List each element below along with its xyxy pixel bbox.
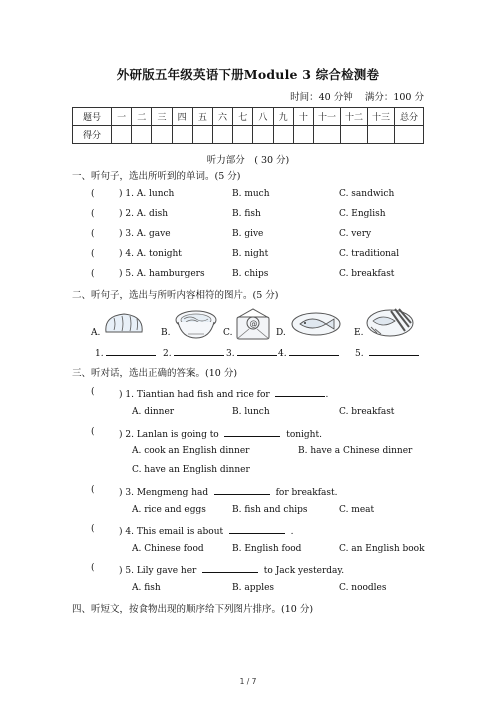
answer-blank[interactable] [106, 346, 156, 356]
answer-paren[interactable]: ( [91, 249, 95, 259]
score-input-cell[interactable] [212, 126, 232, 144]
s2-answer-number: 3. [226, 349, 235, 359]
score-cell: 九 [273, 108, 293, 126]
score-cell: 题号 [73, 108, 112, 126]
score-input-cell[interactable] [233, 126, 253, 144]
s1-option-c: C. sandwich [339, 189, 395, 199]
s1-option-b: B. much [232, 189, 270, 199]
page-title: 外研版五年级英语下册Module 3 综合检测卷 [116, 67, 380, 82]
score-input-cell[interactable] [368, 126, 395, 144]
section-3-title: 三、听对话，选出正确的答案。(10 分) [72, 368, 238, 379]
time-score-line [290, 89, 424, 103]
s3-option-a: A. dinner [132, 407, 175, 417]
score-cell: 十三 [368, 108, 395, 126]
noodle-bowl-picture [174, 304, 218, 342]
score-cell: 七 [233, 108, 253, 126]
score-cell: 十 [293, 108, 313, 126]
picture-label-b: B. [161, 328, 171, 338]
score-cell: 十二 [341, 108, 368, 126]
score-input-cell[interactable] [152, 126, 172, 144]
score-cell: 一 [112, 108, 132, 126]
s1-option-b: B. night [232, 249, 269, 259]
question-stem: ) 2. Lanlan is going to [119, 430, 219, 440]
s1-item-question: ) 2. A. dish [119, 209, 169, 219]
section-2-title: 二、听句子，选出与所听内容相符的图片。(5 分) [72, 290, 279, 301]
score-cell: 三 [152, 108, 172, 126]
s3-option-b: B. fish and chips [232, 505, 308, 515]
s2-answer-number: 2. [163, 349, 172, 359]
answer-blank[interactable] [224, 427, 280, 437]
question-stem: ) 5. Lily gave her [119, 566, 197, 576]
s3-option-b: B. have a Chinese dinner [298, 446, 413, 456]
score-input-cell[interactable] [112, 126, 132, 144]
fish-and-chips-picture [365, 303, 415, 339]
answer-paren[interactable]: ( [91, 189, 95, 199]
s3-option-a: A. Chinese food [132, 544, 204, 554]
score-input-cell[interactable] [293, 126, 313, 144]
s2-answer-number: 5. [355, 349, 364, 359]
picture-label-a: A. [91, 328, 101, 338]
s3-option-c: C. breakfast [339, 407, 395, 417]
section-1-title: 一、听句子，选出所听到的单词。(5 分) [72, 171, 241, 182]
s3-question-text [119, 563, 344, 576]
svg-text:@: @ [249, 319, 258, 328]
s1-option-c: C. breakfast [339, 269, 395, 279]
answer-blank[interactable] [214, 485, 270, 495]
s1-option-c: C. very [339, 229, 372, 239]
question-tail: tonight. [286, 430, 322, 440]
s3-option-b: B. English food [232, 544, 302, 554]
question-tail: . [325, 390, 329, 400]
score-input-cell[interactable] [314, 126, 341, 144]
answer-blank[interactable] [369, 346, 419, 356]
score-input-cell[interactable] [132, 126, 152, 144]
answer-blank[interactable] [202, 563, 258, 573]
s2-answer-4[interactable] [278, 346, 339, 359]
s1-option-b: B. chips [232, 269, 269, 279]
fish-dish-picture [290, 308, 342, 338]
s3-option-c: C. meat [339, 505, 375, 515]
picture-label-d: D. [276, 328, 286, 338]
s1-item-question: ) 3. A. gave [119, 229, 171, 239]
picture-label-c: C. [223, 328, 233, 338]
s3-question-text [119, 485, 338, 498]
score-cell: 六 [212, 108, 232, 126]
s2-answer-3[interactable] [226, 346, 277, 359]
s1-item-question: ) 1. A. lunch [119, 189, 175, 199]
score-table [72, 107, 424, 144]
answer-blank[interactable] [289, 346, 339, 356]
score-input-cell[interactable] [192, 126, 212, 144]
score-table-score-row [73, 126, 424, 144]
full-score-label: 满分：100 分 [364, 92, 424, 103]
score-cell: 四 [172, 108, 192, 126]
s2-answer-number: 1. [95, 349, 104, 359]
email-picture [235, 307, 271, 341]
score-cell: 总分 [395, 108, 424, 126]
s3-option-b: B. apples [232, 583, 275, 593]
s3-option-c: C. have an English dinner [132, 465, 250, 475]
s1-item-question: ) 5. A. hamburgers [119, 269, 205, 279]
score-cell: 五 [192, 108, 212, 126]
answer-blank[interactable] [174, 346, 224, 356]
s3-question-text [119, 427, 322, 440]
score-cell: 八 [253, 108, 273, 126]
answer-paren[interactable]: ( [91, 269, 95, 279]
s2-answer-2[interactable] [163, 346, 224, 359]
answer-blank[interactable] [229, 524, 285, 534]
s3-option-a: A. rice and eggs [132, 505, 206, 515]
answer-paren[interactable]: ( [91, 209, 95, 219]
answer-paren[interactable]: ( [91, 387, 95, 397]
time-label: 时间：40 分钟 [290, 92, 353, 103]
s3-option-c: C. noodles [339, 583, 387, 593]
picture-label-e: E. [354, 328, 364, 338]
question-stem: ) 3. Mengmeng had [119, 488, 209, 498]
s3-question-text [119, 387, 328, 400]
score-cell: 十一 [314, 108, 341, 126]
score-input-cell[interactable] [273, 126, 293, 144]
s3-question-text [119, 524, 293, 537]
answer-paren[interactable]: ( [91, 485, 95, 495]
question-stem: ) 1. Tiantian had fish and rice for [119, 390, 270, 400]
question-tail: for breakfast. [275, 488, 338, 498]
s1-option-c: C. traditional [339, 249, 400, 259]
score-input-cell[interactable] [172, 126, 192, 144]
answer-paren[interactable]: ( [91, 229, 95, 239]
s1-option-b: B. fish [232, 209, 261, 219]
score-cell: 二 [132, 108, 152, 126]
question-stem: ) 4. This email is about [119, 527, 224, 537]
s1-item-question: ) 4. A. tonight [119, 249, 182, 259]
answer-paren[interactable]: ( [91, 563, 95, 573]
s3-option-a: A. fish [132, 583, 161, 593]
score-input-cell[interactable] [253, 126, 273, 144]
answer-paren[interactable]: ( [91, 524, 95, 534]
score-table-header-row [73, 108, 424, 126]
section-4-title: 四、听短文，按食物出现的顺序给下列图片排序。(10 分) [72, 604, 314, 615]
answer-paren[interactable]: ( [91, 427, 95, 437]
s2-answer-number: 4. [278, 349, 287, 359]
listening-part-title: 听力部分 ( 30 分) [206, 155, 290, 166]
s1-option-b: B. give [232, 229, 264, 239]
answer-blank[interactable] [237, 346, 277, 356]
s3-option-c: C. an English book [339, 544, 425, 554]
score-input-cell[interactable] [395, 126, 424, 144]
bread-loaf-picture [102, 306, 146, 340]
question-tail: . [290, 527, 294, 537]
s2-answer-1[interactable] [95, 346, 156, 359]
s3-option-b: B. lunch [232, 407, 270, 417]
s1-option-c: C. English [339, 209, 386, 219]
s2-answer-5[interactable] [355, 346, 419, 359]
score-input-cell[interactable] [341, 126, 368, 144]
page-number: 1 / 7 [239, 677, 257, 686]
score-row-label: 得分 [73, 126, 112, 144]
s3-option-a: A. cook an English dinner [132, 446, 250, 456]
question-tail: to Jack yesterday. [263, 566, 345, 576]
answer-blank[interactable] [275, 387, 325, 397]
